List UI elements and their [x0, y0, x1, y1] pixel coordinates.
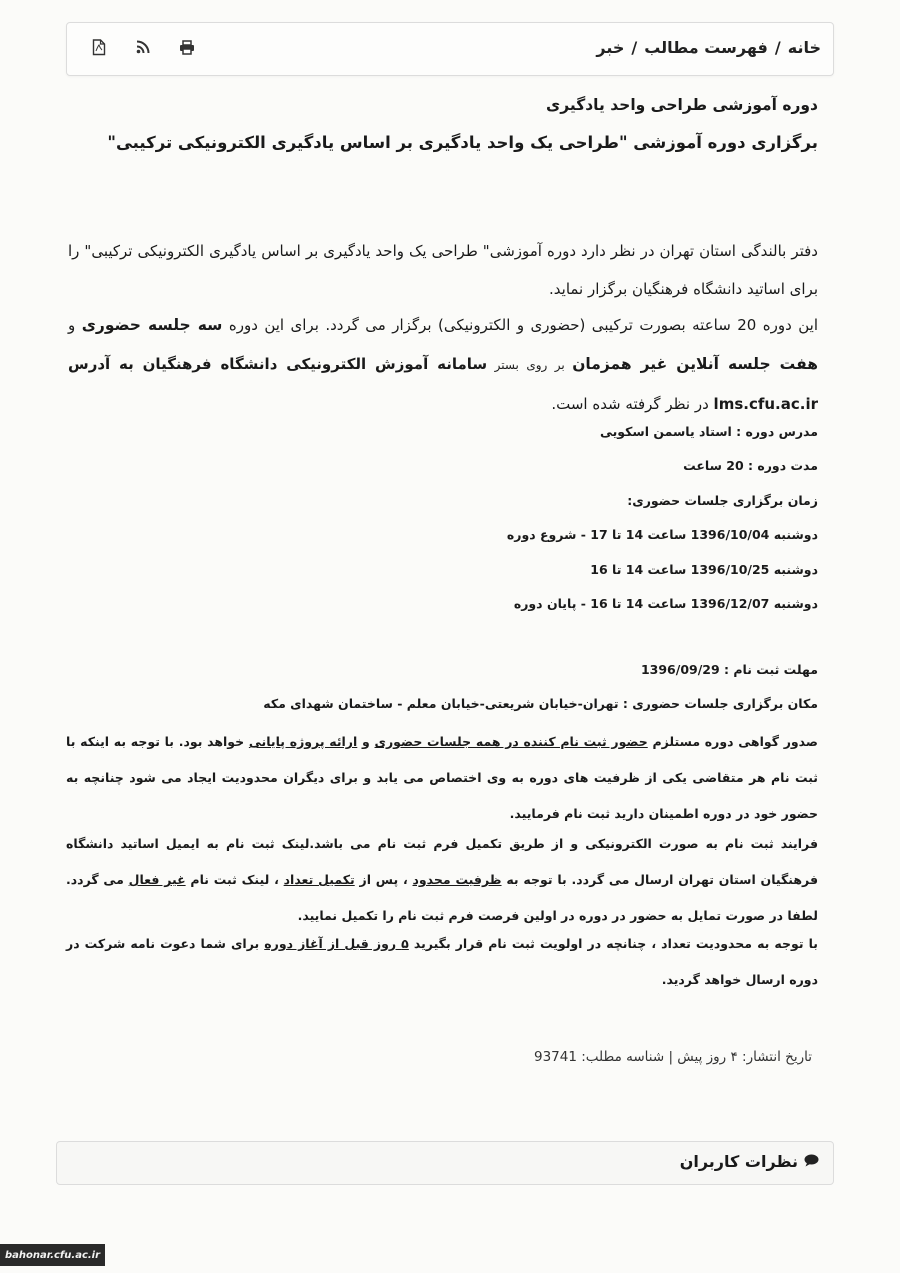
text-span: در نظر گرفته شده است. [551, 395, 714, 413]
text-span: این دوره 20 ساعته بصورت ترکیبی (حضوری و الکترونیکی) برگزار می گردد. برای این دوره [222, 316, 818, 334]
comments-header [680, 1152, 819, 1171]
comments-title: نظرات کاربران [679, 1152, 798, 1171]
pdf-icon[interactable] [89, 37, 109, 57]
rss-icon[interactable] [133, 37, 153, 57]
breadcrumb-list[interactable]: فهرست مطالب [644, 38, 768, 57]
underlined-span: ۵ روز قبل از آغاز دوره [264, 936, 409, 951]
bold-span: سه جلسه حضوری [81, 316, 223, 334]
session-line: دوشنبه 1396/10/25 ساعت 14 تا 16 [590, 562, 818, 577]
duration-line: مدت دوره : 20 ساعت [683, 458, 818, 473]
teacher-line: مدرس دوره : استاد یاسمن اسکویی [599, 424, 818, 439]
priority-paragraph [66, 926, 818, 998]
registration-paragraph [66, 826, 818, 934]
underlined-span: ارائه پروژه پایانی [248, 734, 358, 749]
breadcrumb-separator: / [774, 38, 781, 57]
session-line: دوشنبه 1396/12/07 ساعت 14 تا 16 - پایان دوره [513, 596, 818, 611]
schedule-title: زمان برگزاری جلسات حضوری: [627, 493, 818, 508]
text-span: با توجه به محدودیت تعداد ، چنانچه در اولویت ثبت نام قرار بگیرید [408, 936, 818, 951]
article-title: برگزاری دوره آموزشی "طراحی یک واحد یادگیری بر اساس یادگیری الکترونیکی ترکیبی" [107, 133, 818, 152]
text-span: بر روی بستر [487, 358, 573, 372]
text-span: و [357, 734, 375, 749]
text-span: فرایند ثبت نام به صورت الکترونیکی و از طریق تکمیل فرم ثبت نام می باشد.لینک ثبت نام به ایمیل اساتید دانشگاه فرهنگیان استان تهران ارسال می گردد. با توجه به [66, 836, 818, 887]
underlined-span: ظرفیت محدود [412, 872, 502, 887]
breadcrumb [596, 38, 821, 57]
text-span: ، لینک ثبت نام [185, 872, 284, 887]
breadcrumb-news[interactable]: خبر [596, 38, 625, 57]
intro-paragraph: دفتر بالندگی استان تهران در نظر دارد دوره آموزشی" طراحی یک واحد یادگیری بر اساس یادگیری الکترونیکی ترکیبی" را برای اساتید دانشگاه فرهنگیان برگزار نماید. [68, 242, 818, 298]
underlined-span: حضور ثبت نام کننده در همه جلسات حضوری [374, 734, 648, 749]
comments-box[interactable] [56, 1141, 834, 1185]
location-line: مکان برگزاری جلسات حضوری : تهران-خیابان شریعتی-خیابان معلم - ساختمان شهدای مکه [263, 696, 818, 711]
bold-span: سامانه آموزش الکترونیکی دانشگاه فرهنگیان به آدرس lms.cfu.ac.ir [68, 355, 818, 413]
bold-span: هفت جلسه آنلاین غیر همزمان [572, 355, 818, 373]
certificate-paragraph [66, 724, 818, 832]
underlined-span: غیر فعال [128, 872, 186, 887]
tool-icons [89, 37, 197, 57]
text-span: و [68, 316, 82, 334]
site-watermark: bahonar.cfu.ac.ir [0, 1244, 105, 1266]
print-icon[interactable] [177, 37, 197, 57]
text-span: می گردد. لطفا در صورت تمایل به حضور در دوره در اولین فرصت فرم ثبت نام را تکمیل نمایید. [66, 872, 818, 923]
breadcrumb-home[interactable]: خانه [787, 38, 821, 57]
deadline-line: مهلت ثبت نام : 1396/09/29 [640, 662, 818, 677]
course-description [68, 306, 818, 424]
breadcrumb-separator: / [631, 38, 638, 57]
article-subtitle: دوره آموزشی طراحی واحد یادگیری [546, 96, 818, 114]
text-span: صدور گواهی دوره مستلزم [647, 734, 818, 749]
text-span: ، پس از [354, 872, 413, 887]
publish-meta: تاریخ انتشار: ۴ روز پیش | شناسه مطلب: 93741 [534, 1049, 812, 1065]
top-bar [66, 22, 834, 76]
comment-icon [804, 1152, 819, 1171]
text-span: برای شما دعوت نامه شرکت در دوره ارسال خواهد گردید. [66, 936, 818, 987]
underlined-span: تکمیل تعداد [283, 872, 355, 887]
text-span: خواهد بود. با توجه به اینکه با ثبت نام هر متقاضی یکی از ظرفیت های دوره به وی اختصاص می یابد و برای دیگران محدودیت ایجاد می شود چنانچه به حضور خود در دوره اطمینان دارید ثبت نام فرمایید. [66, 734, 818, 821]
session-line: دوشنبه 1396/10/04 ساعت 14 تا 17 - شروع دوره [506, 527, 818, 542]
